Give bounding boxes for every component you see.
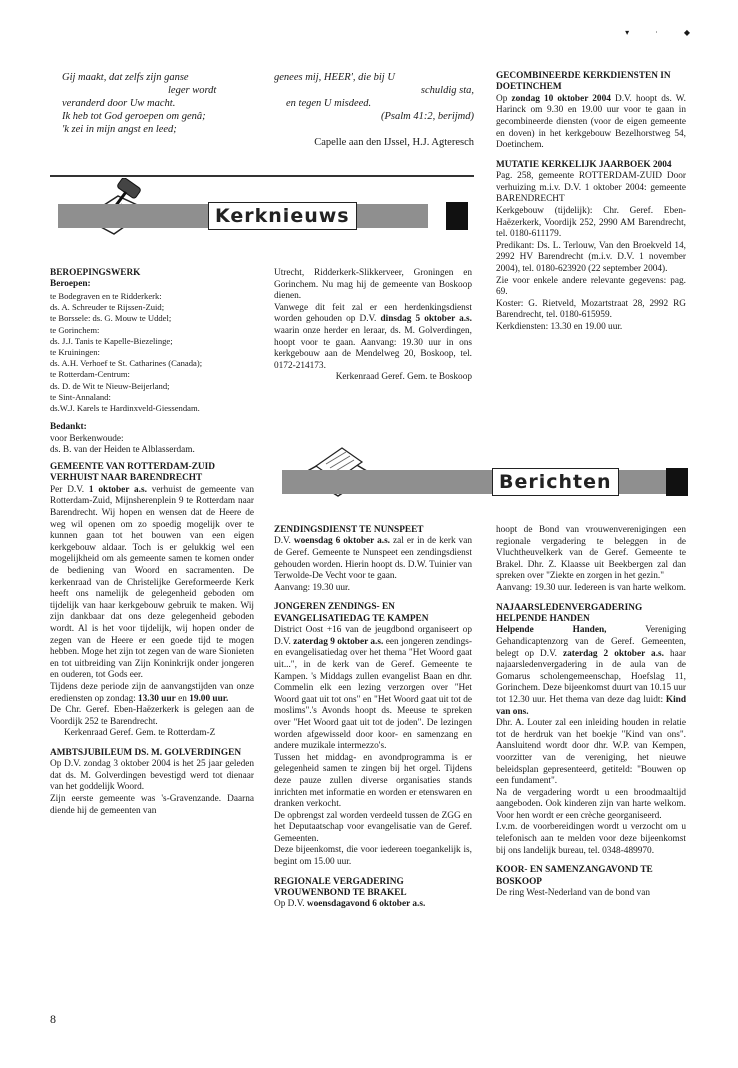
middle-column-lower [274, 525, 472, 911]
section-body [496, 625, 686, 718]
poem-line: genees mij, HEER', die bij U [274, 72, 395, 83]
poem-left [62, 71, 258, 136]
text-bold: zaterdag 2 oktober a.s. [562, 648, 664, 659]
text: verhuist de gemeente van Rotterdam-Zuid, Mijnsherenplein 9 te Rotterdam naar Barendrecht. Wij hopen en wensen dat de Heere de weg wil openen om zo spoedig mogelijk over te kunnen gaan tot het bouwen van een eigen kerkgebouw aldaar. Toch is er gelukkig wel een mogelijkheid om als gemeente samen te komen onder de bediening van Woord en sacramenten. De kerkenraad van de Christelijke Gereformeerde Kerk heeft ons namelijk de gelegenheid geboden om tijdelijk van haar kerkgebouw gebruik te maken. Wij zijn dankbaar dat ons deze gelegenheid geboden wordt. Al is het voor tijdelijk, wij hopen onder de zegen van de Heere er een goede tijd te mogen hebben. Moge het zijn tot zegen van de ware Sionieten en tot uitbreiding van Zijn Koninkrijk onder jongeren en ouderen, tot Gods eer. [50, 484, 255, 681]
poem-signature: Capelle aan den IJssel, H.J. Agteresch [314, 137, 474, 148]
banner-title: Kerknieuws [208, 202, 357, 230]
banner-title: Berichten [492, 468, 619, 496]
section-body: Zie voor enkele andere relevante gegevens: pag. 69. [496, 275, 686, 298]
text: D.V. hoopt ds. W. Harinck om 9.30 en 19.00 uur voor te gaan in gecombineerde diensten (voor de eigen gemeente en doven) in het kerkgebouw Bezelhorstweg 54, Doetinchem. [496, 93, 686, 151]
text-bold: 19.00 uur. [189, 693, 229, 704]
section-title-mutatie: MUTATIE KERKELIJK JAARBOEK 2004 [496, 159, 672, 170]
section-body [274, 536, 472, 582]
section-title-beroepingswerk: BEROEPINGSWERK [50, 268, 141, 278]
section-body: hoopt de Bond van vrouwenverenigingen een regionale vergadering te beleggen in de Vluchtheuvelkerk van de Geref. Gemeente te Brakel. Dhr. Z. Klaasse uit Beekbergen zal dan spreken over "Ziekte en zorgen in het gezin." [496, 525, 686, 582]
text-bold: 1 oktober a.s. [88, 484, 147, 495]
section-body: De ring West-Nederland van de bond van [496, 888, 650, 899]
section-body [274, 899, 472, 911]
text: Per D.V. [50, 484, 89, 495]
poem-line: Gij maakt, dat zelfs zijn ganse [62, 72, 189, 83]
list-item: te Bodegraven en te Ridderkerk: [50, 291, 162, 301]
text-bold: Kind van ons. [496, 694, 686, 717]
section-body: Predikant: Ds. L. Terlouw, Van den Broekveld 14, 2992 HV Barendrecht (m.i.v. D.V. 1 november 2004), tel. 0180-623920 (22 september 2004). [496, 240, 686, 274]
text-bold: woensdagavond 6 oktober a.s. [306, 899, 426, 910]
text: Vanwege dit feit zal er een herdenkingsdienst worden gehouden op D.V. [274, 302, 472, 325]
text: Tijdens deze periode zijn de aanvangstijden van onze erediensten op zondag: [50, 681, 254, 704]
list-item: ds. D. de Wit te Nieuw-Beijerland; [50, 380, 170, 391]
text: Op [496, 93, 512, 104]
right-column-upper [496, 71, 686, 334]
section-body: Aanvang: 19.30 uur. [274, 582, 350, 593]
text: waarin onze herder en leraar, ds. M. Golverdingen, hoopt voor te gaan. Aanvang: 19.30 uur in ons kerkgebouw aan de Mendelweg 20, Boskoop, tel. 0172-214173. [274, 325, 472, 371]
section-body [274, 303, 472, 373]
section-title-ambtsjubileum: AMBTSJUBILEUM DS. M. GOLVERDINGEN [50, 747, 242, 758]
text-bold: 13.30 uur [138, 693, 176, 704]
list-item: te Borssele: ds. G. Mouw te Uddel; [50, 313, 172, 324]
section-body [496, 94, 686, 152]
section-body [50, 485, 254, 682]
poem-middle [274, 71, 474, 149]
section-body: De opbrengst zal worden verdeeld tussen de ZGG en het Deputaatschap voor evangelisatie van de Geref. Gemeenten. [274, 810, 472, 844]
poem-line: en tegen U misdeed. [286, 98, 372, 109]
section-body: Tussen het middag- en avondprogramma is er gelegenheid samen te zingen bij het orgel. Tijdens deze pauze zullen diverse organisaties stands inrichten met informatie en worden er etenswaren en dranken verkocht. [274, 752, 472, 810]
list-item: voor Berkenwoude: [50, 433, 124, 444]
right-column-lower [496, 525, 686, 900]
text: zal er in de kerk van de Geref. Gemeente te Nunspeet een zendingsdienst gehouden worden. Hierin hoopt ds. D.W. Tuinier van Terwolde-De Vecht voor te gaan. [274, 536, 473, 582]
list-item: ds.W.J. Karels te Hardinxveld-Giessendam. [50, 403, 200, 414]
beroepen-label: Beroepen: [50, 279, 91, 290]
section-body [50, 682, 254, 705]
list-item: ds. B. van der Heiden te Alblasserdam. [50, 445, 195, 456]
section-body: I.v.m. de voorbereidingen wordt u verzocht om u telefonisch aan te melden voor deze bijeenkomst bij ons landelijk bureau, tel. 0348-489970. [496, 822, 686, 856]
section-title-koor: KOOR- EN SAMENZANGAVOND TE BOSKOOP [496, 865, 653, 887]
section-body: Na de vergadering wordt u een broodmaaltijd aangeboden. Ook kinderen zijn van harte welkom. Voor hen wordt er een crèche georganiseerd. [496, 787, 686, 821]
section-body: Dhr. A. Louter zal een inleiding houden in relatie tot de herdruk van het boekje "Kind van ons". Aansluitend wordt door dhr. W.P. van Kempen, voorzitter van de vereniging, het nieuwe beleidsplan gepresenteerd, getiteld: "Bouwen op een fundament". [496, 718, 686, 787]
text-bold: zondag 10 oktober 2004 [511, 93, 611, 104]
list-item: te Kruiningen: [50, 347, 100, 358]
list-item: te Sint-Annaland: [50, 391, 111, 402]
section-body: Zijn eerste gemeente was 's-Gravenzande. Daarna diende hij de gemeenten van [50, 794, 254, 816]
text-bold: dinsdag 5 oktober a.s. [380, 314, 472, 325]
kerknieuws-banner [58, 200, 468, 228]
poem-line: leger wordt [168, 85, 217, 96]
section-title-rotterdam-zuid: GEMEENTE VAN ROTTERDAM-ZUID VERHUIST NAAR BARENDRECHT [50, 462, 215, 484]
section-signature: Kerkenraad Geref. Gem. te Rotterdam-Z [64, 728, 216, 739]
section-body: Op D.V. zondag 3 oktober 2004 is het 25 jaar geleden dat ds. M. Golverdingen bevestigd werd tot dienaar van het goddelijk Woord. [50, 759, 254, 793]
section-signature: Kerkenraad Geref. Gem. te Boskoop [335, 372, 472, 383]
left-column [50, 268, 254, 817]
section-body: Kerkdiensten: 13.30 en 19.00 uur. [496, 321, 623, 332]
page-number: 8 [50, 1012, 56, 1026]
section-body: De Chr. Geref. Eben-Haëzerkerk is gelegen aan de Voordijk 252 te Barendrecht. [50, 705, 254, 727]
bedankt-label: Bedankt: [50, 422, 87, 433]
middle-column-upper [274, 268, 472, 384]
section-title-zendingsdienst: ZENDINGSDIENST TE NUNSPEET [274, 525, 424, 535]
section-body: Koster: G. Rietveld, Mozartstraat 28, 2992 RG Barendrecht, tel. 0180-615959. [496, 298, 686, 321]
text: en [175, 693, 190, 704]
section-body [274, 625, 472, 753]
section-body: Kerkgebouw (tijdelijk): Chr. Geref. Eben-Haëzerkerk, Voordijk 252, 2990 AM Barendrecht, tel. 0180-611179. [496, 205, 686, 240]
poem-line: Ik heb tot God geroepen om genâ; [62, 111, 206, 122]
list-item: ds. J.J. Tanis te Kapelle-Biezelinge; [50, 335, 173, 346]
text-bold: Helpende Handen, [496, 625, 607, 636]
section-title-jongeren: JONGEREN ZENDINGS- EN EVANGELISATIEDAG TE KAMPEN [274, 602, 429, 624]
section-body: Deze bijeenkomst, die voor iedereen toegankelijk is, begint om 15.00 uur. [274, 845, 472, 868]
poem-line: veranderd door Uw macht. [62, 98, 176, 109]
text-bold: woensdag 6 oktober a.s. [293, 536, 391, 547]
list-item: ds. A.H. Verhoef te St. Catharines (Canada); [50, 358, 203, 369]
beroepen-list [50, 291, 254, 414]
list-item: te Gorinchem: [50, 324, 100, 335]
text-bold: zaterdag 9 oktober a.s. [293, 636, 384, 647]
text: Op D.V. [274, 899, 307, 910]
poem-line: 'k zei in mijn angst en leed; [62, 124, 177, 135]
corner-marks: ▾ · ◆ [625, 28, 702, 37]
section-body: Utrecht, Ridderkerk-Slikkerveer, Groningen en Gorinchem. Nu mag hij de gemeente van Boskoop dienen. [274, 268, 472, 302]
text: District Oost +16 van de jeugdbond organiseert op D.V. [274, 625, 472, 647]
poem-line: schuldig sta, [420, 85, 474, 96]
section-title-regionale: REGIONALE VERGADERING VROUWENBOND TE BRAKEL [274, 876, 407, 899]
banner-block [666, 468, 688, 496]
list-item: ds. A. Schreuder te Rijssen-Zuid; [50, 302, 165, 313]
section-body: Aanvang: 19.30 uur. Iedereen is van harte welkom. [496, 582, 687, 593]
divider-rule [50, 175, 474, 177]
text: een jongeren zendings- en evangelisatiedag over het thema "Het Woord gaat uit...", in de kerk van de Geref. Gemeente te Kampen. 's Middags zullen evangelist Baan en dhr. Commelin elk een lezing verzorgen over "Het Woord gaat uit tot ons" en "Het Woord gaat uit tot de moslims".'s Avonds hoopt ds. Meeuse te spreken over "Het Woord gaat uit tot de joden". De lezingen worden afgewisseld door koor- en samenzang en andere muzikale intermezzo's. [274, 636, 472, 752]
psalm-reference: (Psalm 41:2, berijmd) [380, 111, 474, 122]
text: haar najaarsledenvergadering in de aula van de Gomarus scholengemeenschap, Hoefslag 11, Gorinchem. Deze bijeenkomst duurt van 10.15 uur tot 12.30 uur. Het thema van deze dag luidt: [496, 648, 686, 705]
section-title-doetinchem: GECOMBINEERDE KERKDIENSTEN IN DOETINCHEM [496, 71, 671, 93]
list-item: te Rotterdam-Centrum: [50, 369, 130, 380]
text: Vereniging Gehandicaptenzorg van de Geref. Gemeenten, belegt op D.V. [496, 625, 687, 659]
banner-block [446, 202, 468, 230]
berichten-banner [282, 466, 688, 494]
text: D.V. [274, 536, 294, 547]
section-title-najaarsledenvergadering: NAJAARSLEDENVERGADERING HELPENDE HANDEN [496, 602, 643, 624]
section-body: Pag. 258, gemeente ROTTERDAM-ZUID Door verhuizing m.i.v. D.V. 1 oktober 2004: gemeente BARENDRECHT [496, 171, 686, 205]
